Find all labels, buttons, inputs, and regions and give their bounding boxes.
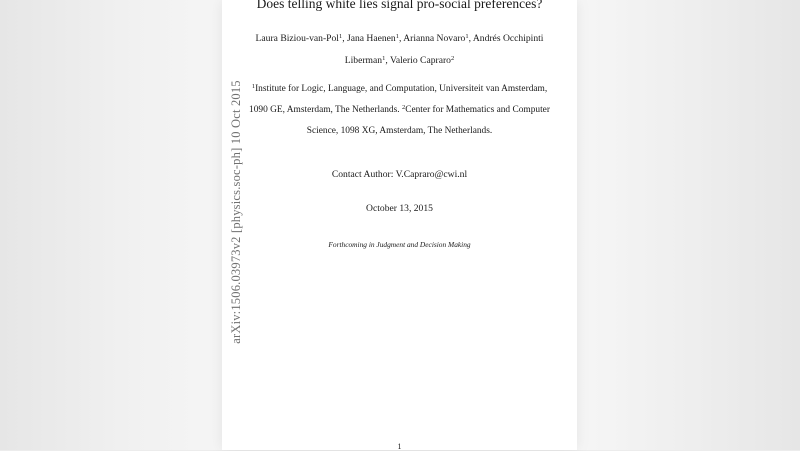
author-name: Laura Biziou-van-Pol [255,33,339,44]
author-name: , Valerio Capraro [385,55,451,66]
author-name: , Jana Haenen [342,33,396,44]
paper-date: October 13, 2015 [366,203,433,214]
authors-line-2 [222,55,577,66]
authors-line-1 [222,33,577,44]
affiliation-text: 1090 GE, Amsterdam, The Netherlands. [249,105,402,115]
affiliation-line-1 [222,84,577,94]
author-superscript: 1 [395,33,399,40]
pdf-page [222,0,577,450]
author-name: , Arianna Novaro [398,33,466,44]
author-superscript: 1 [465,33,469,40]
background-right [577,0,800,450]
affiliation-text: Science, 1098 XG, Amsterdam, The Netherlands. [306,126,493,136]
author-name: Liberman [344,55,383,66]
author-name: , Andrés Occhipinti [468,33,544,44]
affiliation-line-2 [222,105,577,115]
affiliation-superscript: 2 [401,104,406,111]
affiliation-superscript: 1 [251,83,256,90]
page-number: 1 [397,442,402,451]
affiliation-text: Institute for Logic, Language, and Computation, Universiteit van Amsterdam, [255,84,548,94]
author-superscript: 1 [382,55,386,62]
background-left [0,0,222,450]
paper-title: Does telling white lies signal pro-social preferences? [256,0,543,11]
contact-author: Contact Author: V.Capraro@cwi.nl [331,169,468,180]
author-superscript: 2 [450,55,455,62]
arxiv-identifier: arXiv:1506.03973v2 [physics.soc-ph] 10 Oct 2015 [229,80,243,344]
author-superscript: 1 [338,33,343,40]
affiliation-line-3 [222,126,577,136]
forthcoming-note: Forthcoming in Judgment and Decision Making [328,240,471,249]
affiliation-text: Center for Mathematics and Computer [405,105,550,115]
